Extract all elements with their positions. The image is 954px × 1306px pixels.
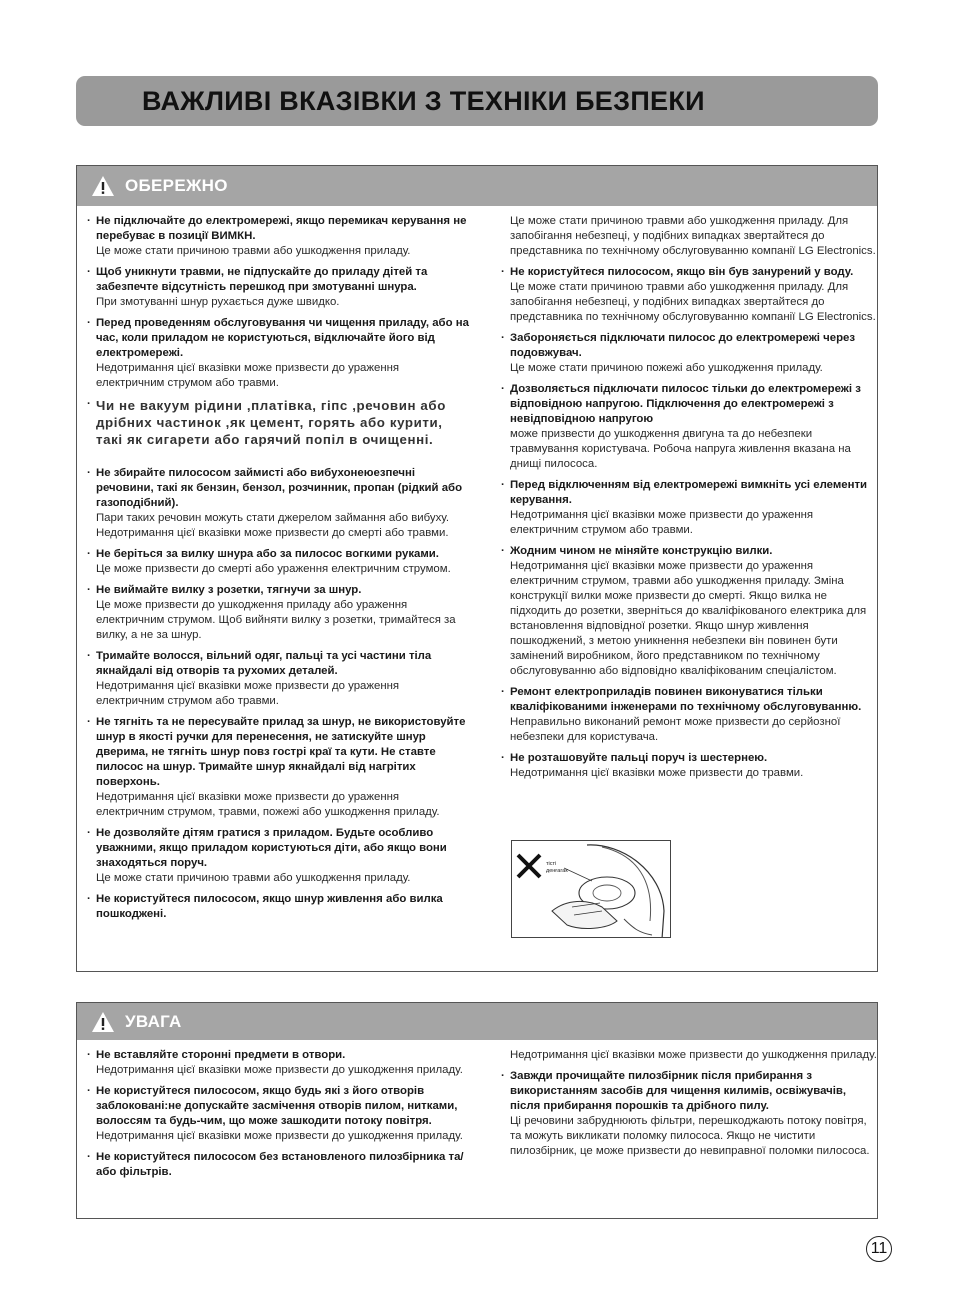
caution-left-column bbox=[85, 214, 470, 928]
list-item: · Забороняється підключати пилосос до електромережі через подовжувач. Це може стати причиною пожежі або ушкодження приладу. bbox=[501, 332, 856, 374]
list-item: · Не розташовуйте пальці поруч із шестернею. Недотримання цієї вказівки може призвести до травми. bbox=[501, 752, 804, 779]
list-item: · Ремонт електроприладів повинен виконуватися тільки кваліфікованими інженерами по технічному обслуговуванню. Неправильно виконаний ремонт може призвести до серйозної небезпеки для користувача. bbox=[501, 686, 862, 743]
warning-section bbox=[76, 1002, 878, 1219]
list-item: · Щоб уникнути травми, не підпускайте до приладу дітей та забезпечте відсутність перешкод при змотуванні шнура. При змотуванні шнур рухається дуже швидко. bbox=[87, 266, 428, 308]
list-item: · Тримайте волосся, вільний одяг, пальці та усі частини тіла якнайдалі від отворів та рухомих деталей. Недотримання цієї вказівки може призвести до ураження електричним струмом або травми. bbox=[87, 650, 432, 707]
list-item: · Не збирайте пилососом займисті або вибухонеюезпечні речовини, такі як бензин, бензол, розчинник, пропан (рідкий або газоподібний). Пари таких речовин можуть стати джерелом займання або вибуху. Недотримання цієї вказівки може призвести до смерті або травми. bbox=[87, 467, 463, 539]
warning-header bbox=[77, 1003, 877, 1040]
list-item: · Не користуйтеся пилососом, якщо шнур живлення або вилка пошкоджені. bbox=[87, 893, 443, 920]
list-item: · Не підключайте до електромережі, якщо перемикач керування не перебуває в позиції ВИМКН. Це може стати причиною травми або ушкодження приладу. bbox=[87, 215, 467, 257]
vacuum-gear-illustration-icon bbox=[512, 841, 671, 938]
list-item: · Чи не вакуум рідини ,платівка, гіпс ,речовин або дрібних частинок ,як цемент, горять або курити, такі як сигарети або гарячий попіл в очищенні. bbox=[87, 398, 446, 447]
list-item: · Не виймайте вилку з розетки, тягнучи за шнур. Це може призвести до ушкодження приладу або ураження електричним струмом. Щоб вийняти вилку з розетки, тримайтеся за вилку, а не за шнур. bbox=[87, 584, 456, 641]
list-item: Недотримання цієї вказівки може призвести до ушкодження приладу. bbox=[510, 1049, 877, 1061]
list-item: · Не дозволяйте дітям гратися з приладом. Будьте особливо уважними, якщо приладом користуються діти, або якщо вони знаходяться поруч. Це може стати причиною травми або ушкодження приладу. bbox=[87, 827, 447, 884]
caution-header bbox=[77, 166, 877, 206]
warning-heading: УВАГА bbox=[125, 1011, 182, 1031]
warning-triangle-icon bbox=[91, 175, 115, 197]
list-item: · Перед проведенням обслуговування чи чищення приладу, або на час, коли приладом не користуються, відключайте його від електромережі. Недотримання цієї вказівки може призвести до ураження електричним струмом або травми. bbox=[87, 317, 469, 389]
caution-right-column bbox=[499, 214, 877, 787]
list-item: · Завжди прочищайте пилозбірник після прибирання з використанням засобів для чищення килимів, освіжувачів, після прибирання порошків та дрібного пилу. Ці речовини забруднюють фільтри, перешкоджають потоку повітря, та можуть викликати поломку пилососа. Якщо не чистити пилозбірник, це може призвести до невиправної поломки пилососа. bbox=[501, 1070, 870, 1157]
list-item: · Не користуйтеся пилососом без встановленого пилозбірника та/або фільтрів. bbox=[87, 1151, 464, 1178]
page-title-bar bbox=[76, 76, 878, 126]
warning-triangle-icon bbox=[91, 1011, 115, 1033]
page-number: 11 bbox=[866, 1236, 892, 1262]
list-item: · Жодним чином не міняйте конструкцію вилки. Недотримання цієї вказівки може призвести до ураження електричним струмом, травми або ушкодження приладу. Зміна конструкції вилки може призвести до смерті. Якщо вилка не підходить до розетки, зверніться до кваліфікованого електрика для встановлення відповідної розетки. Якщо шнур живлення пошкоджений, з метою уникнення небезпеки він повинен бути замінений виробником, його представником по технічному обслуговуванню або відповідно кваліфікованим спеціалістом. bbox=[501, 545, 867, 677]
page-title: ВАЖЛИВІ ВКАЗІВКИ З ТЕХНІКИ БЕЗПЕКИ bbox=[142, 85, 705, 116]
illustration-label: тісті денғагак bbox=[546, 861, 568, 874]
list-item: · Не беріться за вилку шнура або за пилосос вогкими руками. Це може призвести до смерті або ураження електричним струмом. bbox=[87, 548, 451, 575]
list-item: · Дозволяється підключати пилосос тільки до електромережі з відповідною напругою. Підключення до електромережі з невідповідною напругою може призвести до ушкодження двигуна та до небезпеки травмування користувача. Робоча напруга живлення вказана на днищі пилососа. bbox=[501, 383, 861, 470]
caution-section bbox=[76, 165, 878, 972]
gear-warning-illustration bbox=[511, 840, 671, 938]
warning-right-column bbox=[499, 1048, 877, 1165]
list-item: Це може стати причиною травми або ушкодження приладу. Для запобігання небезпеці, у подібних випадках звертайтеся до представника по технічному обслуговуванню компанії LG Electronics. bbox=[510, 215, 876, 257]
list-item: · Перед відключенням від електромережі вимкніть усі елементи керування. Недотримання цієї вказівки може призвести до ураження електричним струмом або травми. bbox=[501, 479, 868, 536]
list-item: · Не тягніть та не пересувайте прилад за шнур, не використовуйте шнур в якості ручки для перенесення, не затискуйте шнур дверима, не тягніть шнур повз гострі краї та кути. Не ставте пилосос на шнур. Тримайте шнур якнайдалі від нагрітих поверхонь. Недотримання цієї вказівки може призвести до ураження електричним струмом, травми, пожежі або ушкодження приладу. bbox=[87, 716, 466, 818]
list-item: · Не користуйтеся пилососом, якщо будь які з його отворів заблоковані:не допускайте засмічення отворів пилом, нитками, волоссям та будь-чим, що може зашкодити потоку повітря. Недотримання цієї вказівки може призвести до ушкодження приладу. bbox=[87, 1085, 463, 1142]
warning-left-column bbox=[85, 1048, 470, 1186]
caution-heading: ОБЕРЕЖНО bbox=[125, 176, 228, 195]
list-item: · Не користуйтеся пилососом, якщо він був занурений у воду. Це може стати причиною травми або ушкодження приладу. Для запобігання небезпеці, у подібних випадках звертайтеся до представника по технічному обслуговуванню компанії LG Electronics. bbox=[501, 266, 876, 323]
list-item: · Не вставляйте сторонні предмети в отвори. Недотримання цієї вказівки може призвести до ушкодження приладу. bbox=[87, 1049, 463, 1076]
